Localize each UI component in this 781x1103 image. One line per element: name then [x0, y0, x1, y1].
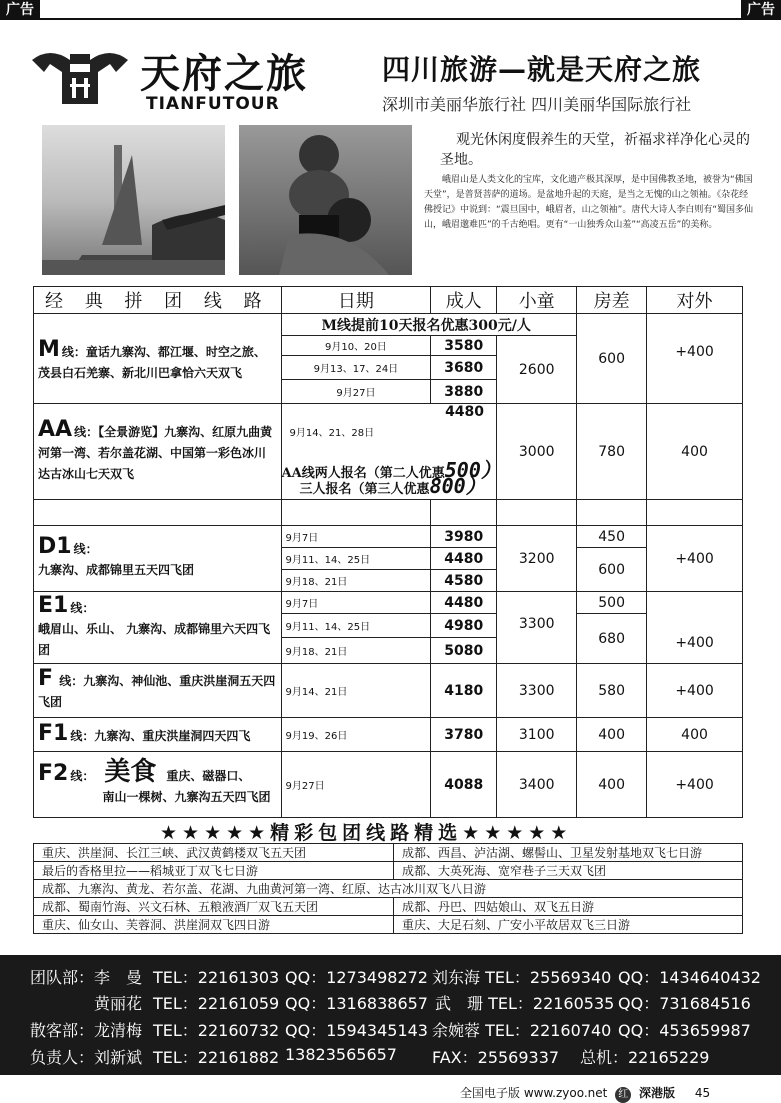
adult-cell: 3880: [431, 380, 497, 404]
contact-fax: FAX：25569337: [432, 1048, 560, 1067]
table-row: [34, 314, 743, 336]
table-row: [34, 500, 743, 526]
agency-names: 深圳市美丽华旅行社 四川美丽华国际旅行社: [382, 95, 692, 114]
date-cell: 9月14、21、28日: [289, 428, 375, 439]
external-cell: +400: [647, 314, 743, 404]
contact-tel: TEL：22161882: [153, 1048, 280, 1067]
route-suffix: 线：: [61, 345, 86, 359]
site-url: 全国电子版 www.zyoo.net: [460, 1086, 608, 1100]
photo-golden-summit: [42, 125, 225, 275]
brand-logo-icon: [30, 42, 130, 110]
room-cell: 680: [577, 614, 647, 664]
contact-tel: 刘东海 TEL：25569340: [432, 968, 612, 987]
date-cell: 9月11、14、25日: [281, 548, 431, 570]
adult-cell: 4480: [445, 404, 485, 420]
contact-name: 散客部：龙清梅: [30, 1021, 143, 1040]
brand-mark-icon: 红: [615, 1087, 631, 1103]
child-cell: 3400: [497, 752, 577, 818]
route-price-table: [33, 286, 743, 818]
date-cell: 9月7日: [281, 592, 431, 614]
promo-aa-1: AA线两人报名（第二人优惠500）: [281, 458, 501, 482]
table-row: [34, 664, 743, 718]
table-row: [34, 844, 743, 862]
adult-cell: 3680: [431, 356, 497, 380]
contact-name: 负责人：刘新斌: [30, 1048, 143, 1067]
table-row: [34, 752, 743, 818]
promo-m: M线提前10天报名优惠300元/人: [321, 317, 531, 334]
contact-name: 团队部：李 曼: [30, 968, 143, 987]
contact-footer: [0, 955, 781, 1075]
external-cell: 400: [647, 718, 743, 752]
contact-mobile: 13823565657: [285, 1045, 397, 1064]
contact-qq: QQ：1273498272: [285, 968, 428, 987]
package-item: 最后的香格里拉——稻城亚丁双飞七日游: [34, 862, 394, 880]
contact-tel: TEL：22161303: [153, 968, 280, 987]
package-item: 重庆、仙女山、芙蓉洞、洪崖洞双飞四日游: [34, 916, 394, 934]
contact-qq: QQ：453659987: [618, 1021, 751, 1040]
table-header-row: [34, 287, 743, 314]
slogan: 四川旅游—就是天府之旅: [382, 53, 702, 86]
route-code: D1: [38, 534, 72, 559]
table-row: [34, 880, 743, 898]
route-desc: 九寨沟、神仙池、重庆洪崖洞五天四飞团: [38, 674, 276, 709]
route-desc: 童话九寨沟、都江堰、时空之旅、茂县白石羌寨、新北川巴拿恰六天双飞: [38, 345, 266, 380]
contact-name: 黄丽花: [94, 994, 143, 1013]
date-cell: 9月7日: [281, 526, 431, 548]
room-cell: 400: [577, 752, 647, 818]
child-cell: 3300: [497, 592, 577, 664]
route-suffix: 线：: [73, 542, 98, 556]
page-number: 45: [694, 1086, 711, 1100]
contact-tel: TEL：22161059: [153, 994, 280, 1013]
route-desc: 重庆、磁器口、: [166, 768, 251, 783]
brand-name-cn: 天府之旅: [140, 50, 308, 97]
route-code: F: [38, 666, 54, 691]
header-child: 小童: [497, 287, 577, 314]
adult-cell: 4088: [431, 752, 497, 818]
date-cell: 9月14、21日: [281, 664, 431, 718]
date-cell: 9月18、21日: [281, 570, 431, 592]
adult-cell: 4480: [431, 548, 497, 570]
promo-aa-2: 三人报名（第三人优惠800）: [299, 474, 486, 498]
route-code: F1: [38, 720, 69, 746]
room-cell: 580: [577, 664, 647, 718]
edition: 深港版: [639, 1086, 676, 1100]
external-cell: +400: [647, 752, 743, 818]
package-item: 重庆、洪崖洞、长江三峡、武汉黄鹤楼双飞五天团: [34, 844, 394, 862]
ad-label-right: 广告: [741, 0, 781, 20]
intro-title: 观光休闲度假养生的天堂，祈福求祥净化心灵的圣地。: [440, 132, 750, 168]
table-row: [34, 526, 743, 548]
route-suffix: 线：: [55, 674, 84, 688]
table-row: [34, 718, 743, 752]
adult-cell: 4980: [431, 614, 497, 638]
child-cell: 3000: [497, 404, 577, 500]
header-route: 经 典 拼 团 线 路: [34, 287, 282, 314]
contact-qq: QQ：1434640432: [618, 968, 761, 987]
route-desc: 九寨沟、重庆洪崖洞四天四飞: [94, 728, 251, 743]
contact-qq: QQ：1316838657: [285, 994, 428, 1013]
adult-cell: 5080: [431, 638, 497, 664]
route-code: M: [38, 337, 60, 362]
adult-cell: 4580: [431, 570, 497, 592]
adult-cell: 3980: [431, 526, 497, 548]
date-cell: 9月27日: [281, 380, 431, 404]
external-cell: +400: [647, 664, 743, 718]
route-code: F2: [38, 760, 69, 786]
date-cell: 9月27日: [281, 752, 431, 818]
external-cell: +400: [647, 526, 743, 592]
child-cell: 2600: [497, 336, 577, 404]
route-suffix: 线：: [70, 600, 95, 615]
route-code: E1: [38, 592, 69, 618]
brand-name-en: TIANFUTOUR: [146, 94, 280, 114]
adult-cell: 3780: [431, 718, 497, 752]
contact-qq: QQ：1594345143: [285, 1021, 428, 1040]
food-tag: 美食: [104, 756, 157, 787]
route-desc: 峨眉山、乐山、 九寨沟、成都锦里六天四飞团: [38, 621, 271, 657]
table-row: [34, 404, 743, 500]
room-cell: 600: [577, 548, 647, 592]
room-cell: 780: [577, 404, 647, 500]
date-cell: 9月18、21日: [281, 638, 431, 664]
external-cell: 400: [647, 404, 743, 500]
route-desc: 【全景游览】九寨沟、红原九曲黄河第一湾、若尔盖花湖、中国第一彩色冰川达古冰山七天双飞: [38, 424, 273, 481]
header-date: 日期: [281, 287, 431, 314]
package-item: 成都、大英死海、宽窄巷子三天双飞团: [394, 862, 743, 880]
table-row: [34, 862, 743, 880]
adult-cell: 4180: [431, 664, 497, 718]
date-cell: 9月11、14、25日: [281, 614, 431, 638]
header-external: 对外: [647, 287, 743, 314]
package-item: 成都、九寨沟、黄龙、若尔盖、花湖、九曲黄河第一湾、红原、达古冰川双飞八日游: [34, 880, 743, 898]
child-cell: 3200: [497, 526, 577, 592]
adult-cell: 3580: [431, 336, 497, 356]
contact-qq: QQ：731684516: [618, 994, 751, 1013]
package-item: 成都、丹巴、四姑娘山、双飞五日游: [394, 898, 743, 916]
package-item: 重庆、大足石刻、广安小平故居双飞三日游: [394, 916, 743, 934]
top-divider: [0, 18, 781, 20]
page-footer: [460, 1084, 710, 1103]
room-cell: 500: [577, 592, 647, 614]
route-code: AA: [38, 416, 73, 442]
photo-monkey-photographer: [239, 125, 412, 275]
table-row: [34, 898, 743, 916]
contact-switchboard: 总机：22165229: [580, 1048, 710, 1067]
package-item: 成都、蜀南竹海、兴文石林、五粮液酒厂双飞五天团: [34, 898, 394, 916]
contact-tel: 武 珊 TEL：22160535: [435, 994, 615, 1013]
room-cell: 600: [577, 314, 647, 404]
table-row: [34, 916, 743, 934]
header-room: 房差: [577, 287, 647, 314]
route-suffix: 线：: [70, 768, 95, 783]
table-row: [34, 592, 743, 614]
room-cell: 450: [577, 526, 647, 548]
route-desc-2: 南山一棵树、九寨沟五天四飞团: [102, 789, 271, 804]
date-cell: 9月19、26日: [281, 718, 431, 752]
date-cell: 9月13、17、24日: [281, 356, 431, 380]
adult-cell: 4480: [431, 592, 497, 614]
route-suffix: 线：: [74, 424, 99, 439]
package-table: [33, 843, 743, 934]
child-cell: 3300: [497, 664, 577, 718]
intro-body: 峨眉山是人类文化的宝库，文化遗产极其深厚，是中国佛教圣地，被誉为“佛国天堂”，是普贤菩萨的道场。是盆地升起的天庭，是当之无愧的山之领袖。《杂花经 佛授记》中说到：“震旦国中，峨眉者，山之领袖”。唐代大诗人李白则有“蜀国多仙山，峨眉邈难匹”的千古绝唱。更有“一山独秀众山羞”“高凌五岳”的美称。: [424, 175, 753, 230]
header-adult: 成人: [431, 287, 497, 314]
date-cell: 9月10、20日: [281, 336, 431, 356]
external-cell: +400: [647, 592, 743, 664]
room-cell: 400: [577, 718, 647, 752]
route-suffix: 线：: [70, 728, 95, 743]
package-item: 成都、西昌、泸沽湖、螺髻山、卫星发射基地双飞七日游: [394, 844, 743, 862]
route-desc: 九寨沟、成都锦里五天四飞团: [38, 563, 195, 577]
child-cell: 3100: [497, 718, 577, 752]
package-section-title: ★★★★★精彩包团线路精选★★★★★: [160, 822, 573, 844]
contact-tel: TEL：22160732: [153, 1021, 280, 1040]
contact-tel: 余婉蓉 TEL：22160740: [432, 1021, 612, 1040]
ad-label-left: 广告: [0, 0, 40, 20]
